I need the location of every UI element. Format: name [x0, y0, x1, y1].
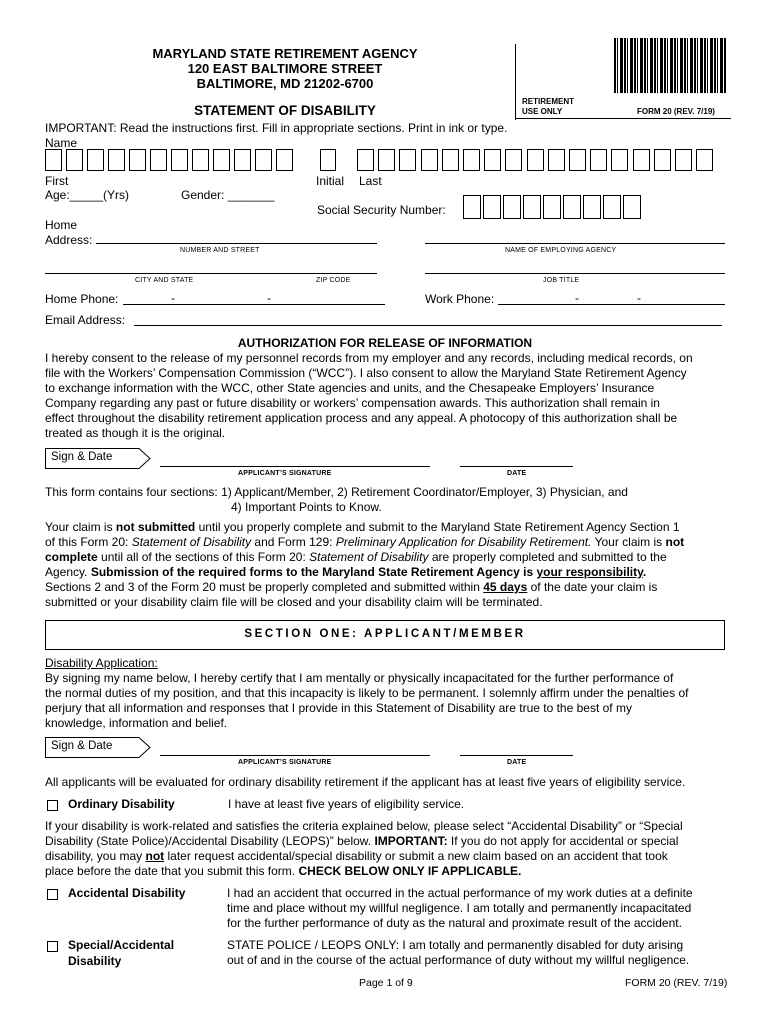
home-phone-dash1: - — [171, 291, 175, 305]
accidental-disability-checkbox[interactable] — [47, 886, 58, 904]
signature-date-line[interactable] — [460, 755, 573, 756]
char-box[interactable] — [213, 149, 230, 171]
char-box[interactable] — [548, 149, 565, 171]
special-disability-text — [227, 938, 689, 968]
evaluation-text: All applicants will be evaluated for ordinary disability retirement if the applicant has at least five years of eligibility service. — [45, 775, 686, 789]
gender-field[interactable]: Gender: _______ — [181, 188, 275, 202]
char-box[interactable] — [276, 149, 293, 171]
certification-line: perjury that all information and responses that I provide in this Statement of Disability are true to the best of my — [45, 701, 632, 715]
header-divider — [515, 44, 516, 120]
authorization-line: I hereby consent to the release of my personnel records from my employer and any records, including medical records, on — [45, 351, 693, 365]
disability-application-subhead: Disability Application: — [45, 656, 158, 670]
last-label: Last — [359, 174, 382, 188]
date-caption: DATE — [507, 470, 527, 477]
char-box[interactable] — [129, 149, 146, 171]
char-box[interactable] — [654, 149, 671, 171]
city-state-caption: CITY AND STATE — [135, 277, 194, 284]
sections-note-line2: 4) Important Points to Know. — [231, 500, 382, 514]
work-phone-label: Work Phone: — [425, 292, 495, 306]
char-box[interactable] — [463, 195, 481, 219]
authorization-line: to exchange information with the WCC, other State agencies and units, and the Chesapeake Employers’ Insurance — [45, 381, 655, 395]
zip-caption: ZIP CODE — [316, 277, 351, 284]
name-label: Name — [45, 136, 78, 150]
authorization-line: effect throughout the disability retirement application process and any appeal. A photocopy of this authorization shall be — [45, 411, 678, 425]
char-box[interactable] — [357, 149, 374, 171]
char-box[interactable] — [569, 149, 586, 171]
form-title: STATEMENT OF DISABILITY — [194, 103, 376, 118]
home-phone-label: Home Phone: — [45, 292, 119, 306]
initial-label: Initial — [316, 174, 345, 188]
char-box[interactable] — [484, 149, 501, 171]
sign-date-flag — [45, 737, 151, 757]
char-box[interactable] — [463, 149, 480, 171]
char-box[interactable] — [192, 149, 209, 171]
authorization-line: treated as though it is the original. — [45, 426, 226, 440]
address-street-line[interactable] — [96, 243, 377, 244]
authorization-heading: AUTHORIZATION FOR RELEASE OF INFORMATION — [237, 336, 533, 350]
sign-date-label: Sign & Date — [51, 740, 113, 752]
accidental-line: time and place without my willful negligence. I am totally and permanently incapacitated — [227, 901, 692, 915]
home-phone-line[interactable] — [123, 304, 385, 305]
char-box[interactable] — [108, 149, 125, 171]
ordinary-disability-checkbox[interactable] — [47, 797, 58, 815]
sign-date-label: Sign & Date — [51, 451, 113, 463]
home-phone-dash2: - — [267, 291, 271, 305]
first-label: First — [45, 174, 69, 188]
char-box[interactable] — [611, 149, 628, 171]
claim-paragraph: Your claim is not submitted until you properly complete and submit to the Maryland State Retirement Agency Section 1 of this Form 20: Statement of Disability and Form 129: Preliminary Application for Disability Retirement. Your claim is not complete until all of the sections of this Form 20: Statement of Disability are properly completed and submitted to the Agency. Submission of the required forms to the Maryland State Retirement Agency is your responsibility. Sections 2 and 3 of the Form 20 must be properly completed and submitted within 45 days of the date your claim is submitted or your disability claim file will be closed and your disability claim will be terminated. — [45, 520, 685, 609]
applicant-signature-caption: APPLICANT’S SIGNATURE — [238, 470, 332, 477]
work-related-paragraph: If your disability is work-related and satisfies the criteria explained below, please select “Accidental Disability” or “Special Disability (State Police)/Accidental Disability (LEOPS)” below. IMPORTANT: If you do not apply for accidental or special disability, you may not later request accidental/special disability or submit a new claim based on an accident that took place before the date that you submit this form. CHECK BELOW ONLY IF APPLICABLE. — [45, 819, 683, 878]
intro-text: IMPORTANT: Read the instructions first. Fill in appropriate sections. Print in ink or type. — [45, 121, 508, 135]
initial-box[interactable] — [320, 149, 336, 171]
agency-name: MARYLAND STATE RETIREMENT AGENCY — [152, 46, 418, 61]
ssn-label: Social Security Number: — [317, 203, 446, 217]
char-box[interactable] — [442, 149, 459, 171]
char-box[interactable] — [603, 195, 621, 219]
certification-text — [45, 671, 688, 731]
char-box[interactable] — [483, 195, 501, 219]
applicant-signature-caption: APPLICANT’S SIGNATURE — [238, 759, 332, 766]
authorization-line: file with the Workers’ Compensation Commission (“WCC”). I also consent to allow the Maryland State Retirement Agency — [45, 366, 687, 380]
char-box[interactable] — [234, 149, 251, 171]
authorization-line: Company regarding any past or future disability or workers’ compensation awards. This authorization shall remain in — [45, 396, 660, 410]
certification-line: the normal duties of my position, and that this incapacity is likely to be permanent. I solemnly affirm under the penalties of — [45, 686, 689, 700]
char-box[interactable] — [87, 149, 104, 171]
ordinary-disability-label: Ordinary Disability — [68, 797, 175, 811]
applicant-signature-line[interactable] — [160, 755, 430, 756]
work-phone-dash2: - — [637, 291, 641, 305]
header-rule — [516, 118, 731, 119]
accidental-disability-text — [227, 886, 693, 931]
date-caption: DATE — [507, 759, 527, 766]
email-line[interactable] — [134, 325, 722, 326]
char-box[interactable] — [590, 149, 607, 171]
char-box[interactable] — [66, 149, 83, 171]
char-box[interactable] — [696, 149, 713, 171]
char-box[interactable] — [378, 149, 395, 171]
certification-line: knowledge, information and belief. — [45, 716, 228, 730]
char-box[interactable] — [623, 195, 641, 219]
barcode — [614, 38, 726, 93]
section-one-title: SECTION ONE: APPLICANT/MEMBER — [244, 628, 526, 640]
authorization-text — [45, 351, 693, 441]
work-phone-dash1: - — [575, 291, 579, 305]
ordinary-disability-text: I have at least five years of eligibility service. — [228, 797, 465, 811]
agency-street: 120 EAST BALTIMORE STREET — [187, 61, 383, 76]
char-box[interactable] — [527, 149, 544, 171]
special-line: STATE POLICE / LEOPS ONLY: I am totally and permanently disabled for duty arising — [227, 938, 684, 952]
accidental-disability-label: Accidental Disability — [68, 886, 186, 900]
agency-city: BALTIMORE, MD 21202-6700 — [196, 76, 374, 91]
char-box[interactable] — [523, 195, 541, 219]
number-street-caption: NUMBER AND STREET — [180, 247, 260, 254]
special-disability-label: Special/Accidental — [68, 938, 175, 952]
sign-date-flag — [45, 448, 151, 468]
char-box[interactable] — [150, 149, 167, 171]
char-box[interactable] — [505, 149, 522, 171]
special-disability-checkbox[interactable] — [47, 938, 58, 956]
work-phone-line[interactable] — [498, 304, 725, 305]
section-one-header — [45, 620, 725, 650]
address-label: Address: — [45, 233, 93, 247]
age-field[interactable]: Age:_____(Yrs) — [45, 188, 130, 202]
char-box[interactable] — [675, 149, 692, 171]
char-box[interactable] — [543, 195, 561, 219]
char-box[interactable] — [633, 149, 650, 171]
job-title-caption: JOB TITLE — [543, 277, 580, 284]
special-disability-label2: Disability — [68, 954, 122, 968]
certification-line: By signing my name below, I hereby certify that I am mentally or physically incapacitated for the further performance of — [45, 671, 674, 685]
footer-form-id: FORM 20 (REV. 7/19) — [625, 977, 728, 989]
char-box[interactable] — [583, 195, 601, 219]
char-box[interactable] — [563, 195, 581, 219]
employing-agency-caption: NAME OF EMPLOYING AGENCY — [505, 247, 617, 254]
special-line: out of and in the course of the actual performance of duty without my willful negligence. — [227, 953, 690, 967]
char-box[interactable] — [171, 149, 188, 171]
city-zip-line[interactable] — [45, 273, 377, 274]
home-label: Home — [45, 218, 78, 232]
use-only-label: USE ONLY — [522, 107, 563, 116]
char-box[interactable] — [421, 149, 438, 171]
job-title-line[interactable] — [425, 273, 725, 274]
email-label: Email Address: — [45, 313, 126, 327]
char-box[interactable] — [399, 149, 416, 171]
employing-agency-line[interactable] — [425, 243, 725, 244]
applicant-signature-line[interactable] — [160, 466, 430, 467]
accidental-line: I had an accident that occurred in the actual performance of my work duties at a definite — [227, 886, 693, 900]
char-box[interactable] — [503, 195, 521, 219]
accidental-line: for the further performance of duty as the natural and proximate result of the accident. — [227, 916, 682, 930]
char-box[interactable] — [45, 149, 62, 171]
page-number: Page 1 of 9 — [359, 977, 413, 989]
form-id: FORM 20 (REV. 7/19) — [637, 107, 715, 116]
char-box[interactable] — [255, 149, 272, 171]
retirement-use-label: RETIREMENT — [522, 97, 574, 106]
sections-note-line1: This form contains four sections: 1) Applicant/Member, 2) Retirement Coordinator/Employer, 3) Physician, and — [45, 485, 628, 499]
signature-date-line[interactable] — [460, 466, 573, 467]
